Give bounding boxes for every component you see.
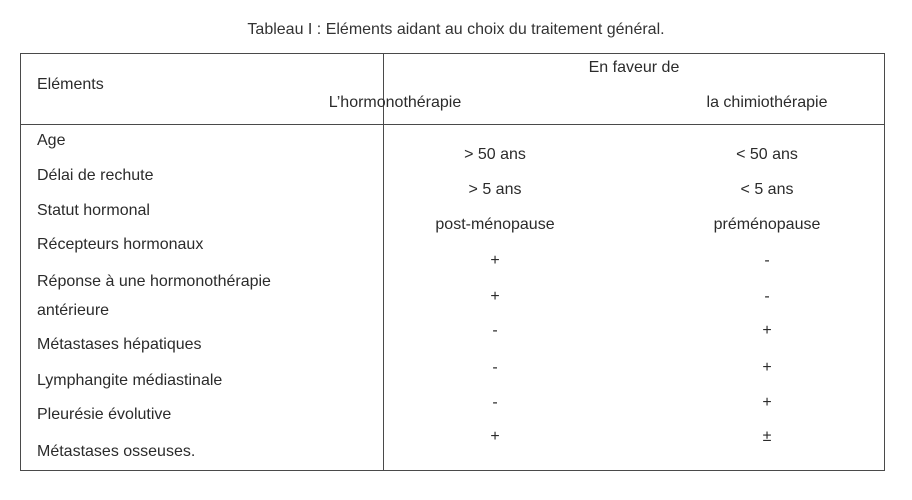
cell-hormonotherapie: > 50 ans (464, 146, 526, 163)
cell-hormonotherapie: > 5 ans (468, 181, 522, 198)
cell-hormonotherapie: - (492, 394, 498, 411)
cell-chimiotherapie: ± (762, 428, 772, 445)
row-label: Métastases osseuses. (37, 443, 196, 460)
table-caption: Tableau I : Eléments aidant au choix du traitement général. (247, 21, 665, 38)
row-label: Réponse à une hormonothérapie (37, 273, 271, 290)
cell-chimiotherapie: préménopause (713, 216, 821, 233)
cell-hormonotherapie: - (492, 359, 498, 376)
cell-chimiotherapie: - (764, 288, 770, 305)
header-hormonotherapie: L’hormonothérapie (328, 94, 462, 111)
header-group-en-faveur-de: En faveur de (588, 59, 680, 76)
row-label: Métastases hépatiques (37, 336, 202, 353)
row-label: Statut hormonal (37, 202, 150, 219)
cell-chimiotherapie: < 50 ans (736, 146, 798, 163)
row-label: Délai de rechute (37, 167, 154, 184)
treatment-table (20, 53, 885, 471)
column-divider (383, 54, 384, 470)
row-label: Pleurésie évolutive (37, 406, 172, 423)
header-chimiotherapie: la chimiothérapie (706, 94, 828, 111)
row-label: Récepteurs hormonaux (37, 236, 204, 253)
cell-hormonotherapie: + (490, 288, 500, 305)
cell-hormonotherapie: - (492, 322, 498, 339)
row-label-continued: antérieure (37, 302, 110, 319)
cell-hormonotherapie: + (490, 252, 500, 269)
cell-hormonotherapie: + (490, 428, 500, 445)
cell-chimiotherapie: < 5 ans (740, 181, 794, 198)
row-label: Lymphangite médiastinale (37, 372, 223, 389)
row-label: Age (37, 132, 66, 149)
cell-chimiotherapie: - (764, 252, 770, 269)
header-divider (21, 124, 884, 125)
header-elements: Eléments (37, 76, 104, 93)
cell-hormonotherapie: post-ménopause (435, 216, 555, 233)
cell-chimiotherapie: + (762, 394, 772, 411)
cell-chimiotherapie: + (762, 322, 772, 339)
cell-chimiotherapie: + (762, 359, 772, 376)
